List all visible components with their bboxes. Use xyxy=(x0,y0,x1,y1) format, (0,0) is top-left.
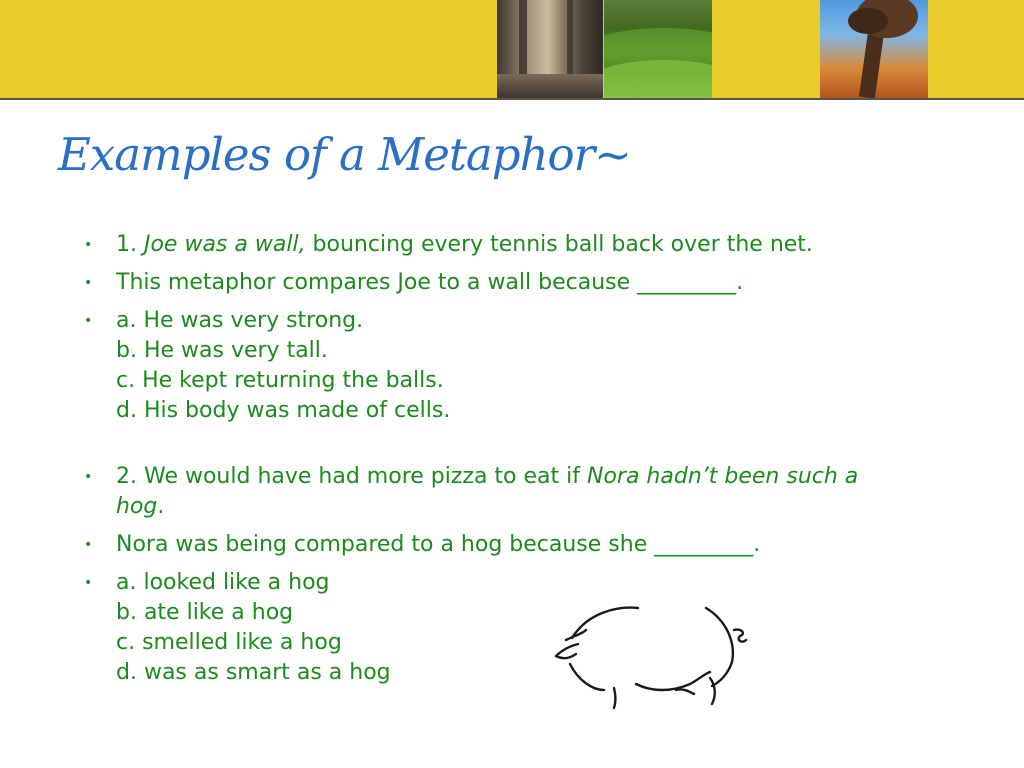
green-field-photo xyxy=(604,0,712,98)
bullet-icon: • xyxy=(84,237,93,253)
option-2a: a. looked like a hog xyxy=(116,570,330,595)
bullet-question-1 xyxy=(80,268,960,298)
example-1-metaphor: Joe was a wall, xyxy=(143,232,306,257)
tree-photo xyxy=(820,0,928,98)
question-2-text: Nora was being compared to a hog because she _________. xyxy=(116,532,761,557)
bullet-icon: • xyxy=(84,575,93,591)
window-photo xyxy=(497,0,603,98)
bullet-icon: • xyxy=(84,275,93,291)
hog-drawing xyxy=(548,600,758,712)
bullet-icon: • xyxy=(84,313,93,329)
bullet-example-1 xyxy=(80,230,960,260)
slide-title: Examples of a Metaphor~ xyxy=(58,128,631,181)
option-1a: a. He was very strong. xyxy=(116,308,364,333)
option-2b: b. ate like a hog xyxy=(116,600,294,625)
example-2-lead: 2. We would have had more pizza to eat if xyxy=(116,464,587,489)
example-2-rest: . xyxy=(157,494,165,519)
bullet-list xyxy=(80,230,960,696)
example-2-metaphor: Nora hadn’t been such a xyxy=(587,464,859,489)
banner-divider xyxy=(0,98,1024,100)
option-1b: b. He was very tall. xyxy=(116,338,328,363)
option-2c: c. smelled like a hog xyxy=(116,630,342,655)
option-2d: d. was as smart as a hog xyxy=(116,660,391,685)
option-1c: c. He kept returning the balls. xyxy=(116,368,444,393)
bullet-icon: • xyxy=(84,469,93,485)
bullet-options-1 xyxy=(80,306,960,426)
bullet-example-2 xyxy=(80,462,960,522)
bullet-icon: • xyxy=(84,537,93,553)
bullet-options-2 xyxy=(80,568,960,688)
example-1-lead: 1. xyxy=(116,232,144,257)
example-2-metaphor-end: hog xyxy=(116,494,158,519)
question-1-text: This metaphor compares Joe to a wall because _________. xyxy=(116,270,744,295)
top-banner xyxy=(0,0,1024,98)
example-1-rest: bouncing every tennis ball back over the net. xyxy=(305,232,813,257)
bullet-question-2 xyxy=(80,530,960,560)
option-1d: d. His body was made of cells. xyxy=(116,398,451,423)
